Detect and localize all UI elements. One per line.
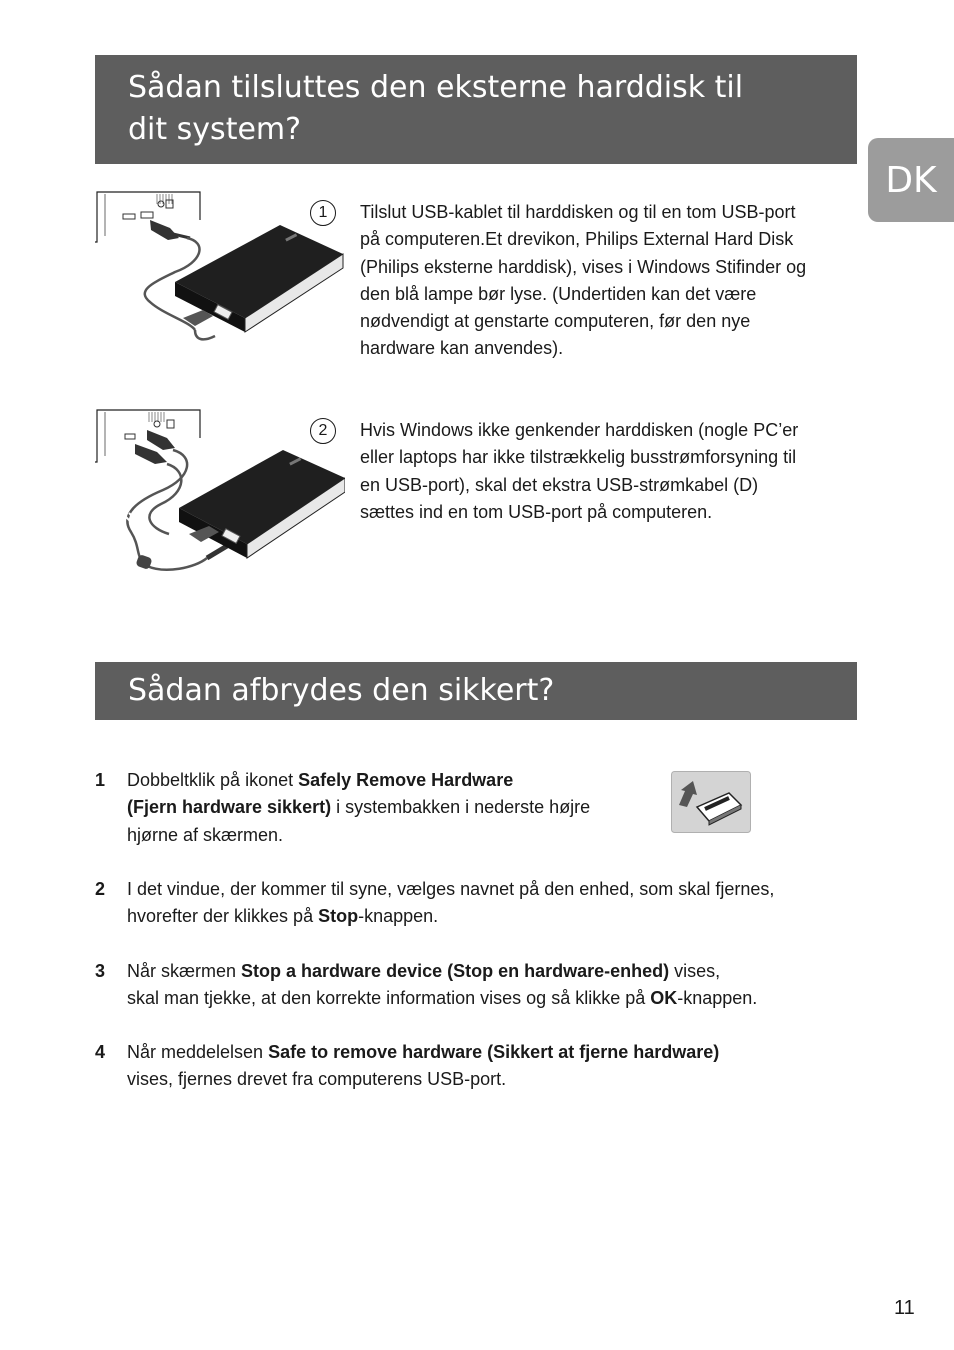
list-text-bold: Safely Remove Hardware bbox=[298, 770, 514, 790]
list-text-segment: -knappen. bbox=[677, 988, 758, 1009]
language-tab: DK bbox=[868, 138, 954, 222]
step-1-line: Tilslut USB-kablet til harddisken og til en tom USB-port bbox=[360, 202, 796, 222]
list-number-4: 4 bbox=[95, 1042, 106, 1062]
page-number: 11 bbox=[894, 1297, 915, 1319]
step-number-2: 2 bbox=[310, 418, 336, 444]
list-item-3 bbox=[127, 958, 757, 1013]
list-text-segment: vises, bbox=[669, 961, 721, 981]
list-text-segment: hvorefter der klikkes på bbox=[127, 906, 319, 927]
list-text-segment: Dobbeltklik på ikonet bbox=[127, 770, 299, 790]
section-title-connect bbox=[95, 55, 857, 164]
section-title-safe-removal: Sådan afbrydes den sikkert? bbox=[95, 662, 857, 720]
list-text-segment: vises, fjernes drevet fra computerens USB-port. bbox=[127, 1069, 507, 1090]
list-text-segment: Når skærmen bbox=[127, 961, 242, 981]
list-text-segment: hjørne af skærmen. bbox=[127, 824, 284, 845]
list-item-2 bbox=[127, 876, 774, 931]
title-line-1: Sådan tilsluttes den eksterne harddisk til bbox=[128, 70, 744, 105]
list-number-1: 1 bbox=[95, 770, 106, 790]
usb-connection-illustration bbox=[95, 190, 345, 345]
list-text-segment: Når meddelelsen bbox=[127, 1042, 269, 1062]
list-text-bold: OK bbox=[650, 988, 678, 1009]
step-2-line: Hvis Windows ikke genkender harddisken (nogle PC’er bbox=[360, 420, 799, 440]
list-text-bold: Stop a hardware device (Stop en hardware-enhed) bbox=[241, 961, 670, 981]
step-2-line: sættes ind en tom USB-port på computeren. bbox=[360, 501, 713, 522]
list-text-bold: (Fjern hardware sikkert) bbox=[127, 797, 332, 818]
list-text-bold: Safe to remove hardware (Sikkert at fjerne hardware) bbox=[268, 1042, 720, 1062]
step-1-line: nødvendigt at genstarte computeren, før den nye bbox=[360, 311, 751, 332]
step-1-line: (Philips eksterne harddisk), vises i Windows Stifinder og bbox=[360, 256, 807, 277]
list-text-segment: -knappen. bbox=[358, 906, 439, 927]
list-text-segment: skal man tjekke, at den korrekte information vises og så klikke på bbox=[127, 988, 651, 1009]
list-number-3: 3 bbox=[95, 961, 106, 981]
title-line-2: dit system? bbox=[128, 112, 302, 147]
step-1-line: hardware kan anvendes). bbox=[360, 338, 564, 359]
step-2-line: eller laptops har ikke tilstrækkelig busstrømforsyning til bbox=[360, 447, 797, 468]
list-text-bold: Stop bbox=[318, 906, 359, 927]
usb-power-cable-illustration bbox=[95, 408, 345, 576]
list-text-segment: I det vindue, der kommer til syne, vælges navnet på den enhed, som skal fjernes, bbox=[127, 879, 775, 899]
step-number-1: 1 bbox=[310, 200, 336, 226]
safely-remove-hardware-icon bbox=[671, 771, 751, 833]
step-1-text bbox=[360, 199, 852, 363]
step-2-line: en USB-port), skal det ekstra USB-strømkabel (D) bbox=[360, 474, 759, 495]
list-item-4 bbox=[127, 1039, 719, 1094]
list-number-2: 2 bbox=[95, 879, 106, 899]
step-2-text bbox=[360, 417, 852, 526]
list-text-segment: i systembakken i nederste højre bbox=[331, 797, 591, 818]
step-1-line: på computeren.Et drevikon, Philips External Hard Disk bbox=[360, 229, 794, 250]
list-item-1 bbox=[127, 767, 590, 849]
step-1-line: den blå lampe bør lyse. (Undertiden kan det være bbox=[360, 283, 757, 304]
